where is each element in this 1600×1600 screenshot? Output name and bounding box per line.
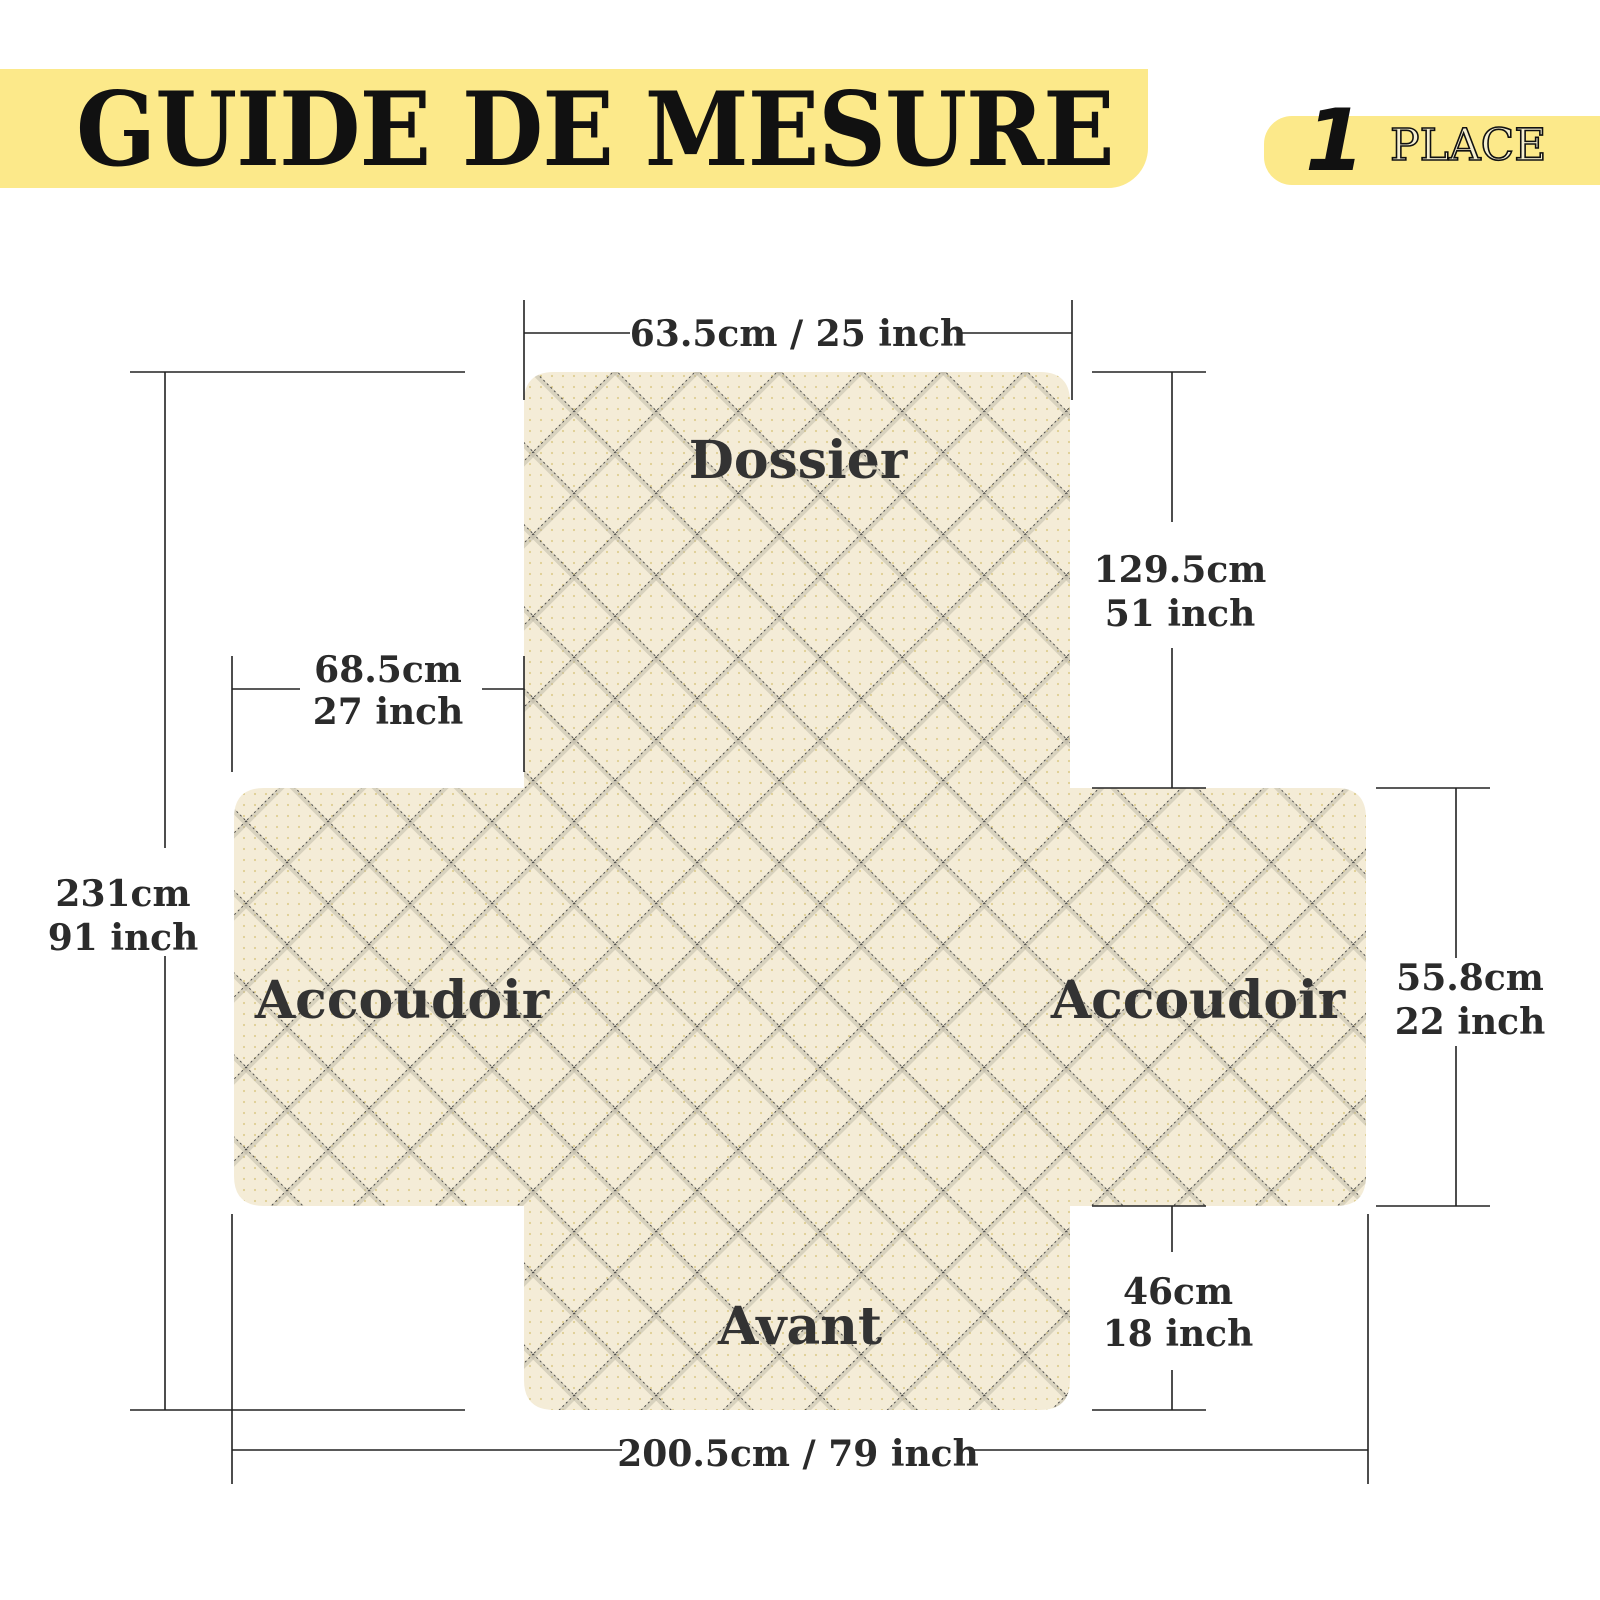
arm-width-cm-label: 68.5cm: [314, 649, 462, 691]
back-depth-cm-label: 129.5cm: [1093, 549, 1267, 591]
back-label: Dossier: [688, 430, 908, 491]
front-depth-inch-label: 18 inch: [1102, 1313, 1254, 1355]
seat-count: 1: [1305, 91, 1365, 191]
right-arm-label: Accoudoir: [1050, 970, 1346, 1031]
sofa-cover-shape: [234, 372, 1366, 1410]
page-title: GUIDE DE MESURE: [76, 70, 1114, 190]
arm-length-cm-label: 55.8cm: [1396, 957, 1544, 999]
front-depth-cm-label: 46cm: [1122, 1271, 1234, 1313]
total-length-inch-label: 91 inch: [47, 917, 199, 959]
back-width-label: 63.5cm / 25 inch: [629, 313, 967, 355]
total-width-label: 200.5cm / 79 inch: [617, 1433, 979, 1475]
front-label: Avant: [718, 1296, 882, 1357]
seat-label: PLACE: [1390, 120, 1547, 171]
left-arm-label: Accoudoir: [254, 970, 550, 1031]
back-depth-inch-label: 51 inch: [1104, 593, 1256, 635]
arm-length-inch-label: 22 inch: [1394, 1001, 1546, 1043]
arm-width-inch-label: 27 inch: [312, 691, 464, 733]
total-length-cm-label: 231cm: [55, 873, 191, 915]
